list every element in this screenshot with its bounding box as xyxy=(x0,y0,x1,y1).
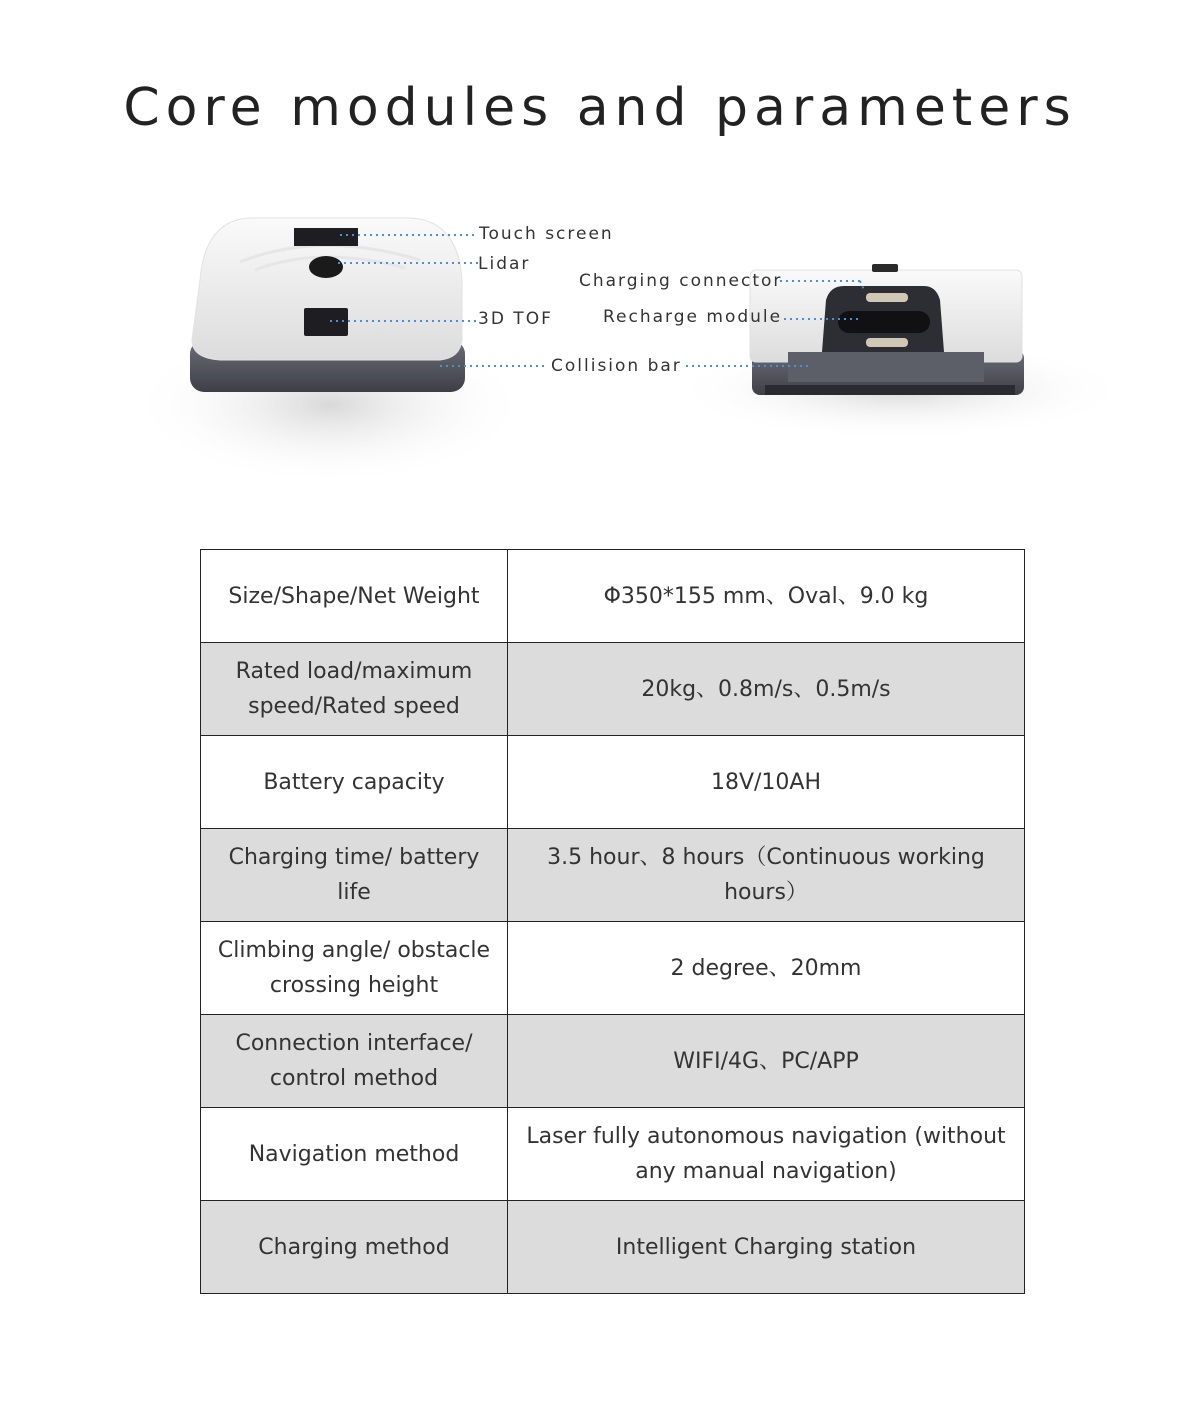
spec-value: Φ350*155 mm、Oval、9.0 kg xyxy=(508,550,1025,643)
spec-value: 18V/10AH xyxy=(508,736,1025,829)
table-row xyxy=(201,736,1025,829)
spec-label: Size/Shape/Net Weight xyxy=(201,550,508,643)
spec-value: Intelligent Charging station xyxy=(508,1201,1025,1294)
page-title: Core modules and parameters xyxy=(123,78,1077,138)
spec-value: 2 degree、20mm xyxy=(508,922,1025,1015)
lidar-callout: Lidar xyxy=(478,254,531,274)
charging-connector-shape xyxy=(866,293,908,302)
collision-bar-callout: Collision bar xyxy=(551,356,682,376)
table-row xyxy=(201,829,1025,922)
spec-label: Connection interface/ control method xyxy=(201,1015,508,1108)
table-row xyxy=(201,1108,1025,1201)
table-row xyxy=(201,1201,1025,1294)
spec-value: WIFI/4G、PC/APP xyxy=(508,1015,1025,1108)
table-row xyxy=(201,643,1025,736)
spec-value: 3.5 hour、8 hours（Continuous working hours） xyxy=(508,829,1025,922)
recharge-module-shape xyxy=(838,311,930,333)
specs-table xyxy=(200,549,1025,1294)
spec-label: Charging time/ battery life xyxy=(201,829,508,922)
spec-label: Charging method xyxy=(201,1201,508,1294)
touch-screen-callout: Touch screen xyxy=(479,224,614,244)
recharge-module-callout: Recharge module xyxy=(603,307,783,327)
table-row xyxy=(201,1015,1025,1108)
tof-shape xyxy=(304,308,348,336)
table-row xyxy=(201,922,1025,1015)
spec-value: 20kg、0.8m/s、0.5m/s xyxy=(508,643,1025,736)
spec-label: Battery capacity xyxy=(201,736,508,829)
spec-label: Climbing angle/ obstacle crossing height xyxy=(201,922,508,1015)
touch-screen-shape xyxy=(294,228,358,246)
lidar-shape xyxy=(309,256,343,278)
spec-label: Rated load/maximum speed/Rated speed xyxy=(201,643,508,736)
table-row xyxy=(201,550,1025,643)
product-illustration xyxy=(0,190,1200,520)
spec-label: Navigation method xyxy=(201,1108,508,1201)
tof-callout: 3D TOF xyxy=(478,309,553,329)
spec-value: Laser fully autonomous navigation (without any manual navigation) xyxy=(508,1108,1025,1201)
charging-connector-callout: Charging connector xyxy=(579,271,783,291)
